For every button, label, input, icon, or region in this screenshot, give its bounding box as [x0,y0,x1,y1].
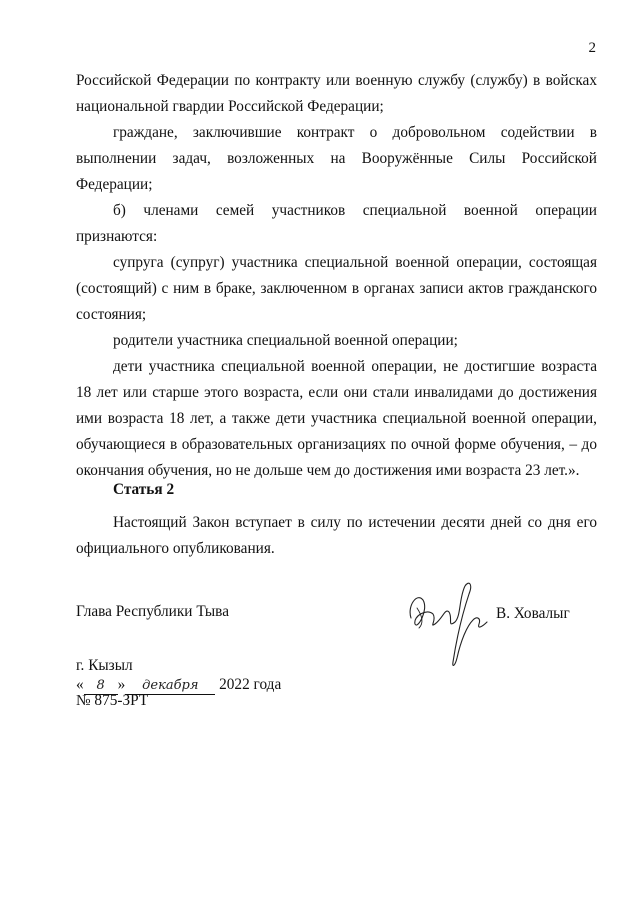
paragraph: дети участника специальной военной операции, не достигшие возраста 18 лет или старше этого возраста, если они стали инвалидами до достижения ими возраста 18 лет, а также дети участника специальной военной операции, обучающиеся в образовательных организациях по очной форме обучения, – до окончания обучения, но не дольше чем до достижения ими возраста 23 лет.». [76,358,597,479]
quote-open: « [76,676,84,693]
signer-name: В. Ховалыг [496,605,570,622]
paragraph: б) членами семей участников специальной военной операции признаются: [76,202,597,245]
quote-close: » [117,676,126,693]
date-month: декабря [125,677,215,695]
handwritten-signature [403,578,488,670]
article-text [76,510,597,562]
paragraph: Российской Федерации по контракту или военную службу (службу) в войсках национальной гвардии Российской Федерации; [76,72,597,115]
paragraph: граждане, заключившие контракт о добровольном содействии в выполнении задач, возложенных на Вооружённые Силы Российской Федерации; [76,124,597,193]
body-text [76,68,597,484]
date-year: 2022 года [215,676,282,693]
article-paragraph: Настоящий Закон вступает в силу по истечении десяти дней со дня его официального опубликования. [76,514,597,557]
paragraph: супруга (супруг) участника специальной военной операции, состоящая (состоящий) с ним в браке, заключенном в органах записи актов гражданского состояния; [76,254,597,323]
law-number: № 875-ЗРТ [76,692,149,709]
article-heading: Статья 2 [113,481,175,498]
signer-title: Глава Республики Тыва [76,603,229,620]
place-of-signing: г. Кызыл [76,657,133,674]
date-day: 8 [84,677,118,695]
paragraph: родители участника специальной военной операции; [113,332,458,349]
page-number: 2 [588,40,596,56]
